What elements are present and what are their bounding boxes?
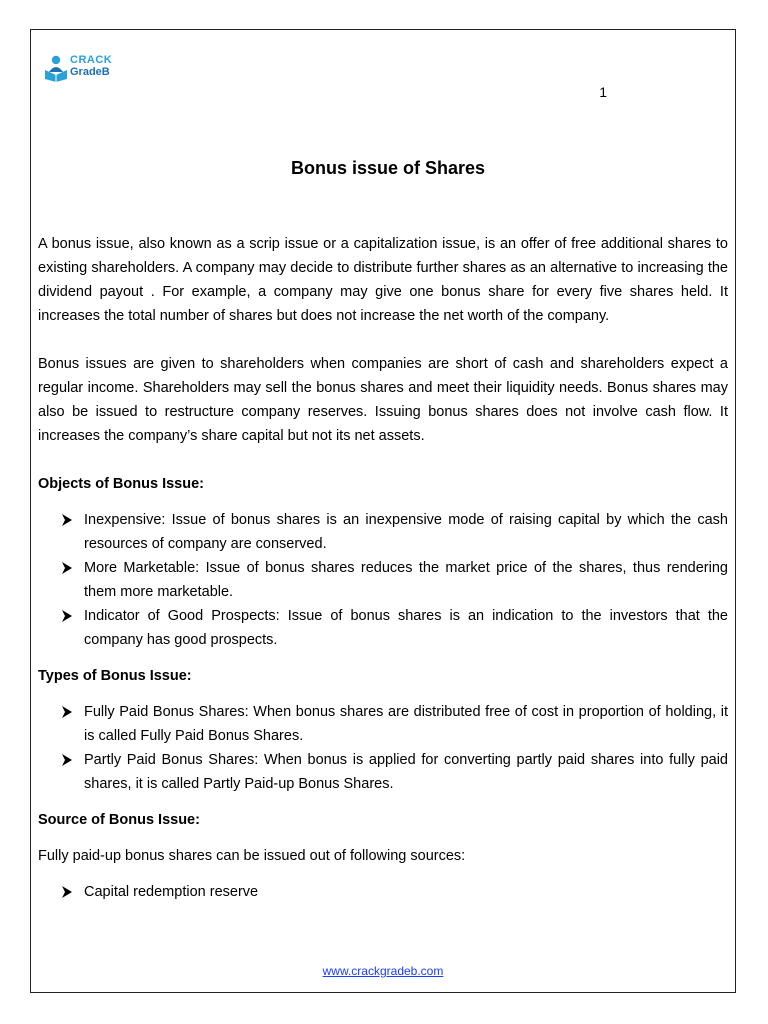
arrow-bullet-icon [60, 880, 74, 904]
arrow-bullet-icon [60, 604, 74, 628]
source-intro: Fully paid-up bonus shares can be issued out of following sources: [38, 848, 466, 864]
objects-list [38, 508, 728, 652]
list-item [38, 604, 728, 652]
list-item [38, 880, 728, 904]
list-item [38, 700, 728, 748]
source-heading: Source of Bonus Issue: [38, 812, 200, 828]
list-item [38, 748, 728, 796]
list-item [38, 508, 728, 556]
list-item-text: Partly Paid Bonus Shares: When bonus is applied for converting partly paid shares into fully paid shares, it is called Partly Paid-up Bonus Shares. [84, 752, 728, 792]
document-title: Bonus issue of Shares [290, 158, 486, 178]
logo-text-crack: CRACK [70, 54, 113, 66]
footer [31, 964, 735, 978]
source-list [38, 880, 728, 904]
page-number: 1 [599, 84, 607, 100]
types-heading: Types of Bonus Issue: [38, 668, 192, 684]
types-list [38, 700, 728, 796]
logo-reader-icon [43, 54, 69, 82]
objects-heading: Objects of Bonus Issue: [38, 476, 204, 492]
list-item-text: Fully Paid Bonus Shares: When bonus shares are distributed free of cost in proportion of holding, it is called Fully Paid Bonus Shares. [84, 704, 728, 744]
arrow-bullet-icon [60, 748, 74, 772]
paragraph-intro: A bonus issue, also known as a scrip issue or a capitalization issue, is an offer of free additional shares to existing shareholders. A company may decide to distribute further shares as an alternative to increasing the dividend payout . For example, a company may give one bonus share for every five shares held. It increases the total number of shares but does not increase the net worth of the company. [38, 236, 728, 324]
list-item-text: Indicator of Good Prospects: Issue of bonus shares is an indication to the investors that the company has good prospects. [84, 608, 728, 648]
list-item-text: Capital redemption reserve [84, 884, 259, 900]
crackgradeb-logo [43, 50, 143, 86]
document-body [38, 232, 728, 904]
list-item-text: More Marketable: Issue of bonus shares reduces the market price of the shares, thus rendering them more marketable. [84, 560, 728, 600]
document-page [30, 29, 736, 993]
paragraph-purpose: Bonus issues are given to shareholders when companies are short of cash and shareholders expect a regular income. Shareholders may sell the bonus shares and meet their liquidity needs. Bonus shares may also be issued to restructure company reserves. Issuing bonus shares does not involve cash flow. It increases the company’s share capital but not its net assets. [38, 356, 728, 444]
logo-text-gradeb: GradeB [70, 66, 110, 78]
list-item-text: Inexpensive: Issue of bonus shares is an inexpensive mode of raising capital by which the cash resources of company are conserved. [84, 512, 728, 552]
list-item [38, 556, 728, 604]
arrow-bullet-icon [60, 700, 74, 724]
website-link[interactable]: www.crackgradeb.com [322, 964, 444, 978]
arrow-bullet-icon [60, 508, 74, 532]
arrow-bullet-icon [60, 556, 74, 580]
